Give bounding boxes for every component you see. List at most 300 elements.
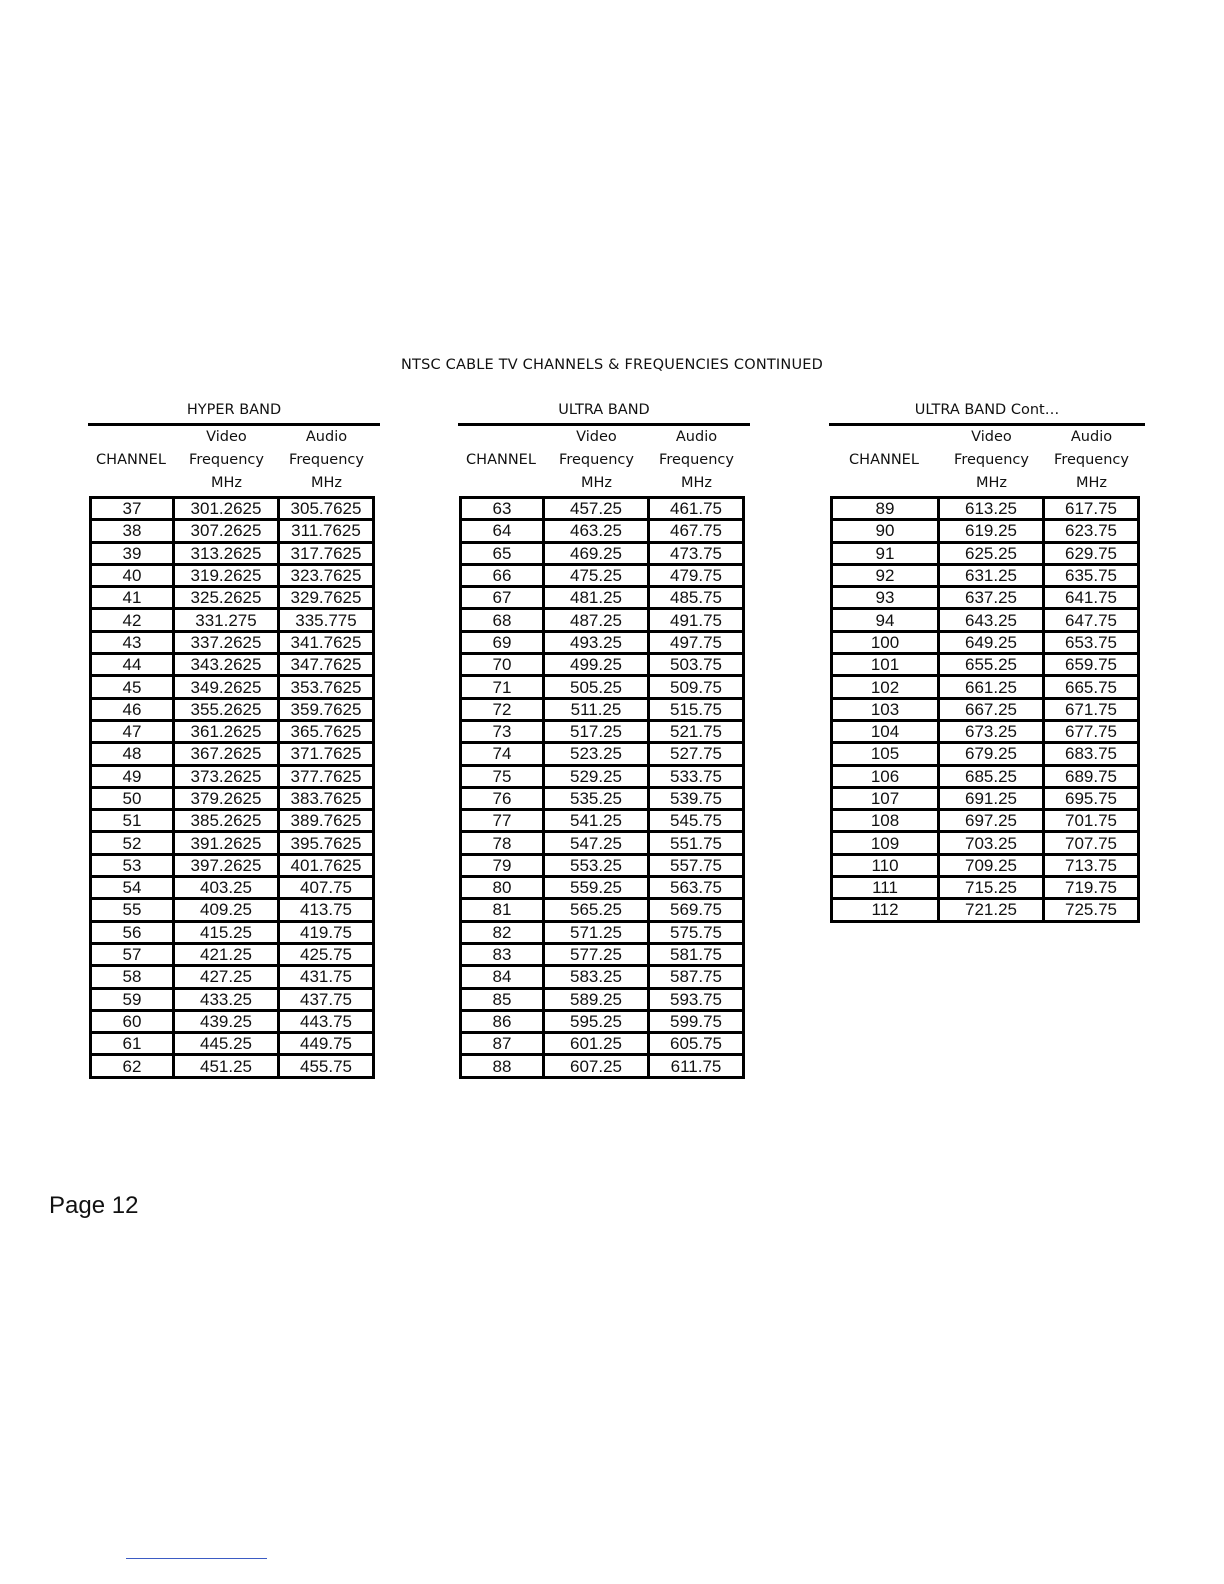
audio-frequency-cell: 671.75 xyxy=(1044,698,1139,720)
audio-frequency-cell: 557.75 xyxy=(649,854,744,876)
table-row xyxy=(461,1010,744,1032)
channel-cell: 77 xyxy=(461,810,544,832)
video-frequency-cell: 361.2625 xyxy=(174,720,279,742)
header-text: Video xyxy=(971,429,1012,445)
video-frequency-cell: 313.2625 xyxy=(174,542,279,564)
channel-cell: 94 xyxy=(832,609,939,631)
audio-frequency-cell: 647.75 xyxy=(1044,609,1139,631)
table-row xyxy=(461,765,744,787)
table-row xyxy=(91,609,374,631)
audio-frequency-header xyxy=(279,426,374,496)
video-frequency-cell: 667.25 xyxy=(939,698,1044,720)
table-row xyxy=(832,631,1139,653)
audio-frequency-cell: 551.75 xyxy=(649,832,744,854)
video-frequency-cell: 673.25 xyxy=(939,720,1044,742)
video-frequency-cell: 607.25 xyxy=(544,1055,649,1077)
video-frequency-cell: 709.25 xyxy=(939,854,1044,876)
audio-frequency-cell: 425.75 xyxy=(279,943,374,965)
table-row xyxy=(832,787,1139,809)
video-frequency-cell: 643.25 xyxy=(939,609,1044,631)
table-row xyxy=(461,921,744,943)
video-frequency-cell: 397.2625 xyxy=(174,854,279,876)
video-frequency-cell: 559.25 xyxy=(544,877,649,899)
header-text: Frequency xyxy=(189,452,264,468)
channel-cell: 87 xyxy=(461,1033,544,1055)
video-frequency-cell: 493.25 xyxy=(544,631,649,653)
video-frequency-cell: 331.275 xyxy=(174,609,279,631)
table-row xyxy=(91,676,374,698)
table-row xyxy=(461,654,744,676)
channel-cell: 112 xyxy=(832,899,939,921)
channel-cell: 60 xyxy=(91,1010,174,1032)
channel-cell: 45 xyxy=(91,676,174,698)
audio-frequency-header xyxy=(649,426,744,496)
channel-cell: 109 xyxy=(832,832,939,854)
channel-cell: 85 xyxy=(461,988,544,1010)
video-frequency-cell: 319.2625 xyxy=(174,564,279,586)
video-frequency-cell: 325.2625 xyxy=(174,587,279,609)
audio-frequency-cell: 407.75 xyxy=(279,877,374,899)
audio-frequency-cell: 683.75 xyxy=(1044,743,1139,765)
video-frequency-cell: 415.25 xyxy=(174,921,279,943)
channel-cell: 106 xyxy=(832,765,939,787)
frequency-table xyxy=(89,496,375,1079)
header-text: Audio xyxy=(1070,429,1113,445)
table-row xyxy=(461,542,744,564)
audio-frequency-cell: 581.75 xyxy=(649,943,744,965)
table-row xyxy=(461,966,744,988)
video-frequency-cell: 553.25 xyxy=(544,854,649,876)
audio-frequency-header xyxy=(1044,426,1139,496)
video-frequency-cell: 457.25 xyxy=(544,498,649,520)
channel-cell: 90 xyxy=(832,520,939,542)
audio-frequency-cell: 575.75 xyxy=(649,921,744,943)
audio-frequency-cell: 641.75 xyxy=(1044,587,1139,609)
hyper-band-section xyxy=(88,402,380,1079)
channel-cell: 43 xyxy=(91,631,174,653)
video-frequency-cell: 343.2625 xyxy=(174,654,279,676)
table-row xyxy=(832,810,1139,832)
table-row xyxy=(91,966,374,988)
audio-frequency-cell: 401.7625 xyxy=(279,854,374,876)
table-row xyxy=(832,877,1139,899)
audio-frequency-cell: 431.75 xyxy=(279,966,374,988)
channel-cell: 58 xyxy=(91,966,174,988)
channel-cell: 88 xyxy=(461,1055,544,1077)
video-frequency-cell: 481.25 xyxy=(544,587,649,609)
audio-frequency-cell: 725.75 xyxy=(1044,899,1139,921)
video-frequency-cell: 619.25 xyxy=(939,520,1044,542)
header-text: CHANNEL xyxy=(96,452,166,468)
channel-cell: 79 xyxy=(461,854,544,876)
table-row xyxy=(91,1033,374,1055)
channel-cell: 62 xyxy=(91,1055,174,1077)
audio-frequency-cell: 365.7625 xyxy=(279,720,374,742)
channel-header xyxy=(829,426,939,496)
video-frequency-cell: 505.25 xyxy=(544,676,649,698)
channel-cell: 86 xyxy=(461,1010,544,1032)
table-row xyxy=(91,542,374,564)
audio-frequency-cell: 383.7625 xyxy=(279,787,374,809)
audio-frequency-cell: 629.75 xyxy=(1044,542,1139,564)
video-frequency-cell: 355.2625 xyxy=(174,698,279,720)
frequency-table xyxy=(459,496,745,1079)
audio-frequency-cell: 521.75 xyxy=(649,720,744,742)
channel-cell: 100 xyxy=(832,631,939,653)
table-row xyxy=(832,743,1139,765)
channel-cell: 81 xyxy=(461,899,544,921)
audio-frequency-cell: 311.7625 xyxy=(279,520,374,542)
video-frequency-cell: 529.25 xyxy=(544,765,649,787)
audio-frequency-cell: 569.75 xyxy=(649,899,744,921)
table-row xyxy=(91,654,374,676)
video-frequency-cell: 655.25 xyxy=(939,654,1044,676)
audio-frequency-cell: 347.7625 xyxy=(279,654,374,676)
table-row xyxy=(91,631,374,653)
table-row xyxy=(461,631,744,653)
channel-cell: 48 xyxy=(91,743,174,765)
table-row xyxy=(461,720,744,742)
video-frequency-cell: 409.25 xyxy=(174,899,279,921)
audio-frequency-cell: 329.7625 xyxy=(279,587,374,609)
audio-frequency-cell: 659.75 xyxy=(1044,654,1139,676)
ultra-band-section xyxy=(458,402,750,1079)
channel-cell: 72 xyxy=(461,698,544,720)
channel-cell: 37 xyxy=(91,498,174,520)
table-row xyxy=(461,854,744,876)
audio-frequency-cell: 317.7625 xyxy=(279,542,374,564)
audio-frequency-cell: 539.75 xyxy=(649,787,744,809)
table-row xyxy=(832,587,1139,609)
audio-frequency-cell: 527.75 xyxy=(649,743,744,765)
channel-cell: 52 xyxy=(91,832,174,854)
table-row xyxy=(91,810,374,832)
table-row xyxy=(832,832,1139,854)
channel-cell: 71 xyxy=(461,676,544,698)
page-number: Page 12 xyxy=(49,1192,139,1219)
channel-cell: 89 xyxy=(832,498,939,520)
channel-cell: 92 xyxy=(832,564,939,586)
audio-frequency-cell: 389.7625 xyxy=(279,810,374,832)
channel-cell: 68 xyxy=(461,609,544,631)
header-text: MHz xyxy=(210,475,243,491)
channel-header xyxy=(88,426,174,496)
table-row xyxy=(461,899,744,921)
table-row xyxy=(91,765,374,787)
channel-cell: 70 xyxy=(461,654,544,676)
video-frequency-cell: 691.25 xyxy=(939,787,1044,809)
audio-frequency-cell: 515.75 xyxy=(649,698,744,720)
table-row xyxy=(91,787,374,809)
video-frequency-cell: 577.25 xyxy=(544,943,649,965)
channel-cell: 49 xyxy=(91,765,174,787)
channel-cell: 102 xyxy=(832,676,939,698)
audio-frequency-cell: 587.75 xyxy=(649,966,744,988)
channel-cell: 103 xyxy=(832,698,939,720)
table-row xyxy=(461,877,744,899)
video-frequency-cell: 583.25 xyxy=(544,966,649,988)
table-row xyxy=(91,1055,374,1077)
video-frequency-cell: 469.25 xyxy=(544,542,649,564)
channel-cell: 50 xyxy=(91,787,174,809)
table-row xyxy=(832,498,1139,520)
video-frequency-cell: 625.25 xyxy=(939,542,1044,564)
video-frequency-cell: 697.25 xyxy=(939,810,1044,832)
channel-cell: 47 xyxy=(91,720,174,742)
channel-cell: 101 xyxy=(832,654,939,676)
audio-frequency-cell: 395.7625 xyxy=(279,832,374,854)
table-row xyxy=(461,587,744,609)
table-row xyxy=(461,810,744,832)
table-row xyxy=(461,564,744,586)
table-row xyxy=(461,832,744,854)
table-row xyxy=(832,676,1139,698)
video-frequency-cell: 637.25 xyxy=(939,587,1044,609)
channel-cell: 39 xyxy=(91,542,174,564)
audio-frequency-cell: 599.75 xyxy=(649,1010,744,1032)
video-frequency-cell: 541.25 xyxy=(544,810,649,832)
audio-frequency-cell: 593.75 xyxy=(649,988,744,1010)
channel-cell: 57 xyxy=(91,943,174,965)
table-row xyxy=(91,743,374,765)
channel-cell: 46 xyxy=(91,698,174,720)
header-text: Frequency xyxy=(559,452,634,468)
header-text: MHz xyxy=(975,475,1008,491)
table-row xyxy=(91,698,374,720)
video-frequency-cell: 487.25 xyxy=(544,609,649,631)
audio-frequency-cell: 449.75 xyxy=(279,1033,374,1055)
audio-frequency-cell: 377.7625 xyxy=(279,765,374,787)
audio-frequency-cell: 491.75 xyxy=(649,609,744,631)
video-frequency-cell: 391.2625 xyxy=(174,832,279,854)
table-row xyxy=(461,520,744,542)
audio-frequency-cell: 455.75 xyxy=(279,1055,374,1077)
video-frequency-cell: 661.25 xyxy=(939,676,1044,698)
table-row xyxy=(832,609,1139,631)
header-text: MHz xyxy=(680,475,713,491)
header-text: MHz xyxy=(580,475,613,491)
video-frequency-cell: 601.25 xyxy=(544,1033,649,1055)
table-row xyxy=(91,564,374,586)
video-frequency-cell: 685.25 xyxy=(939,765,1044,787)
channel-cell: 104 xyxy=(832,720,939,742)
table-row xyxy=(461,698,744,720)
video-frequency-header xyxy=(544,426,649,496)
audio-frequency-cell: 653.75 xyxy=(1044,631,1139,653)
video-frequency-cell: 721.25 xyxy=(939,899,1044,921)
band-title: HYPER BAND xyxy=(88,402,380,426)
table-row xyxy=(832,520,1139,542)
video-frequency-cell: 631.25 xyxy=(939,564,1044,586)
audio-frequency-cell: 533.75 xyxy=(649,765,744,787)
channel-cell: 64 xyxy=(461,520,544,542)
table-row xyxy=(832,899,1139,921)
video-frequency-cell: 373.2625 xyxy=(174,765,279,787)
channel-cell: 93 xyxy=(832,587,939,609)
table-row xyxy=(461,988,744,1010)
channel-cell: 40 xyxy=(91,564,174,586)
video-frequency-cell: 301.2625 xyxy=(174,498,279,520)
audio-frequency-cell: 305.7625 xyxy=(279,498,374,520)
band-title: ULTRA BAND xyxy=(458,402,750,426)
table-row xyxy=(461,1055,744,1077)
video-frequency-cell: 337.2625 xyxy=(174,631,279,653)
video-frequency-cell: 451.25 xyxy=(174,1055,279,1077)
channel-cell: 51 xyxy=(91,810,174,832)
video-frequency-cell: 379.2625 xyxy=(174,787,279,809)
channel-cell: 105 xyxy=(832,743,939,765)
audio-frequency-cell: 635.75 xyxy=(1044,564,1139,586)
table-row xyxy=(91,943,374,965)
audio-frequency-cell: 545.75 xyxy=(649,810,744,832)
channel-cell: 67 xyxy=(461,587,544,609)
audio-frequency-cell: 335.775 xyxy=(279,609,374,631)
channel-cell: 107 xyxy=(832,787,939,809)
audio-frequency-cell: 443.75 xyxy=(279,1010,374,1032)
video-frequency-cell: 523.25 xyxy=(544,743,649,765)
video-frequency-cell: 433.25 xyxy=(174,988,279,1010)
frequency-table xyxy=(830,496,1140,923)
channel-cell: 78 xyxy=(461,832,544,854)
channel-cell: 54 xyxy=(91,877,174,899)
table-row xyxy=(461,498,744,520)
video-frequency-cell: 715.25 xyxy=(939,877,1044,899)
video-frequency-cell: 613.25 xyxy=(939,498,1044,520)
channel-cell: 91 xyxy=(832,542,939,564)
channel-cell: 38 xyxy=(91,520,174,542)
table-row xyxy=(461,676,744,698)
video-frequency-cell: 349.2625 xyxy=(174,676,279,698)
audio-frequency-cell: 341.7625 xyxy=(279,631,374,653)
channel-cell: 59 xyxy=(91,988,174,1010)
table-row xyxy=(461,943,744,965)
table-row xyxy=(91,587,374,609)
table-row xyxy=(832,720,1139,742)
video-frequency-cell: 679.25 xyxy=(939,743,1044,765)
channel-header xyxy=(458,426,544,496)
video-frequency-cell: 445.25 xyxy=(174,1033,279,1055)
ultra-band-cont-section xyxy=(829,402,1145,923)
column-headers xyxy=(88,426,380,496)
table-row xyxy=(832,854,1139,876)
audio-frequency-cell: 509.75 xyxy=(649,676,744,698)
video-frequency-cell: 571.25 xyxy=(544,921,649,943)
video-frequency-cell: 703.25 xyxy=(939,832,1044,854)
header-text: MHz xyxy=(310,475,343,491)
video-frequency-cell: 463.25 xyxy=(544,520,649,542)
header-text: Audio xyxy=(305,429,348,445)
channel-cell: 65 xyxy=(461,542,544,564)
header-text: Video xyxy=(206,429,247,445)
table-row xyxy=(91,720,374,742)
table-row xyxy=(832,564,1139,586)
video-frequency-cell: 499.25 xyxy=(544,654,649,676)
video-frequency-cell: 307.2625 xyxy=(174,520,279,542)
audio-frequency-cell: 461.75 xyxy=(649,498,744,520)
channel-cell: 56 xyxy=(91,921,174,943)
audio-frequency-cell: 437.75 xyxy=(279,988,374,1010)
video-frequency-cell: 547.25 xyxy=(544,832,649,854)
audio-frequency-cell: 605.75 xyxy=(649,1033,744,1055)
audio-frequency-cell: 713.75 xyxy=(1044,854,1139,876)
header-text: Frequency xyxy=(659,452,734,468)
channel-cell: 53 xyxy=(91,854,174,876)
audio-frequency-cell: 689.75 xyxy=(1044,765,1139,787)
column-headers xyxy=(458,426,750,496)
channel-cell: 63 xyxy=(461,498,544,520)
table-row xyxy=(91,498,374,520)
header-text: MHz xyxy=(1075,475,1108,491)
video-frequency-cell: 535.25 xyxy=(544,787,649,809)
audio-frequency-cell: 413.75 xyxy=(279,899,374,921)
channel-cell: 41 xyxy=(91,587,174,609)
audio-frequency-cell: 353.7625 xyxy=(279,676,374,698)
channel-cell: 84 xyxy=(461,966,544,988)
audio-frequency-cell: 701.75 xyxy=(1044,810,1139,832)
table-row xyxy=(461,787,744,809)
header-text: Frequency xyxy=(289,452,364,468)
table-row xyxy=(832,698,1139,720)
channel-cell: 66 xyxy=(461,564,544,586)
channel-cell: 76 xyxy=(461,787,544,809)
audio-frequency-cell: 497.75 xyxy=(649,631,744,653)
band-title: ULTRA BAND Cont… xyxy=(829,402,1145,426)
video-frequency-header xyxy=(939,426,1044,496)
video-frequency-cell: 565.25 xyxy=(544,899,649,921)
audio-frequency-cell: 617.75 xyxy=(1044,498,1139,520)
channel-cell: 110 xyxy=(832,854,939,876)
audio-frequency-cell: 665.75 xyxy=(1044,676,1139,698)
audio-frequency-cell: 473.75 xyxy=(649,542,744,564)
table-row xyxy=(461,1033,744,1055)
table-row xyxy=(832,765,1139,787)
video-frequency-cell: 517.25 xyxy=(544,720,649,742)
video-frequency-cell: 475.25 xyxy=(544,564,649,586)
channel-cell: 75 xyxy=(461,765,544,787)
header-text: CHANNEL xyxy=(849,452,919,468)
video-frequency-header xyxy=(174,426,279,496)
audio-frequency-cell: 467.75 xyxy=(649,520,744,542)
table-row xyxy=(461,743,744,765)
video-frequency-cell: 403.25 xyxy=(174,877,279,899)
header-text: Frequency xyxy=(1054,452,1129,468)
audio-frequency-cell: 611.75 xyxy=(649,1055,744,1077)
audio-frequency-cell: 359.7625 xyxy=(279,698,374,720)
table-row xyxy=(91,832,374,854)
header-text: Frequency xyxy=(954,452,1029,468)
table-row xyxy=(91,1010,374,1032)
channel-cell: 73 xyxy=(461,720,544,742)
channel-cell: 74 xyxy=(461,743,544,765)
channel-cell: 82 xyxy=(461,921,544,943)
video-frequency-cell: 649.25 xyxy=(939,631,1044,653)
video-frequency-cell: 595.25 xyxy=(544,1010,649,1032)
video-frequency-cell: 589.25 xyxy=(544,988,649,1010)
page-title: NTSC CABLE TV CHANNELS & FREQUENCIES CONTINUED xyxy=(401,357,823,373)
channel-cell: 83 xyxy=(461,943,544,965)
channel-cell: 44 xyxy=(91,654,174,676)
video-frequency-cell: 439.25 xyxy=(174,1010,279,1032)
channel-cell: 80 xyxy=(461,877,544,899)
audio-frequency-cell: 419.75 xyxy=(279,921,374,943)
table-row xyxy=(91,899,374,921)
audio-frequency-cell: 677.75 xyxy=(1044,720,1139,742)
header-text: CHANNEL xyxy=(466,452,536,468)
table-row xyxy=(832,654,1139,676)
audio-frequency-cell: 695.75 xyxy=(1044,787,1139,809)
video-frequency-cell: 385.2625 xyxy=(174,810,279,832)
table-row xyxy=(91,921,374,943)
